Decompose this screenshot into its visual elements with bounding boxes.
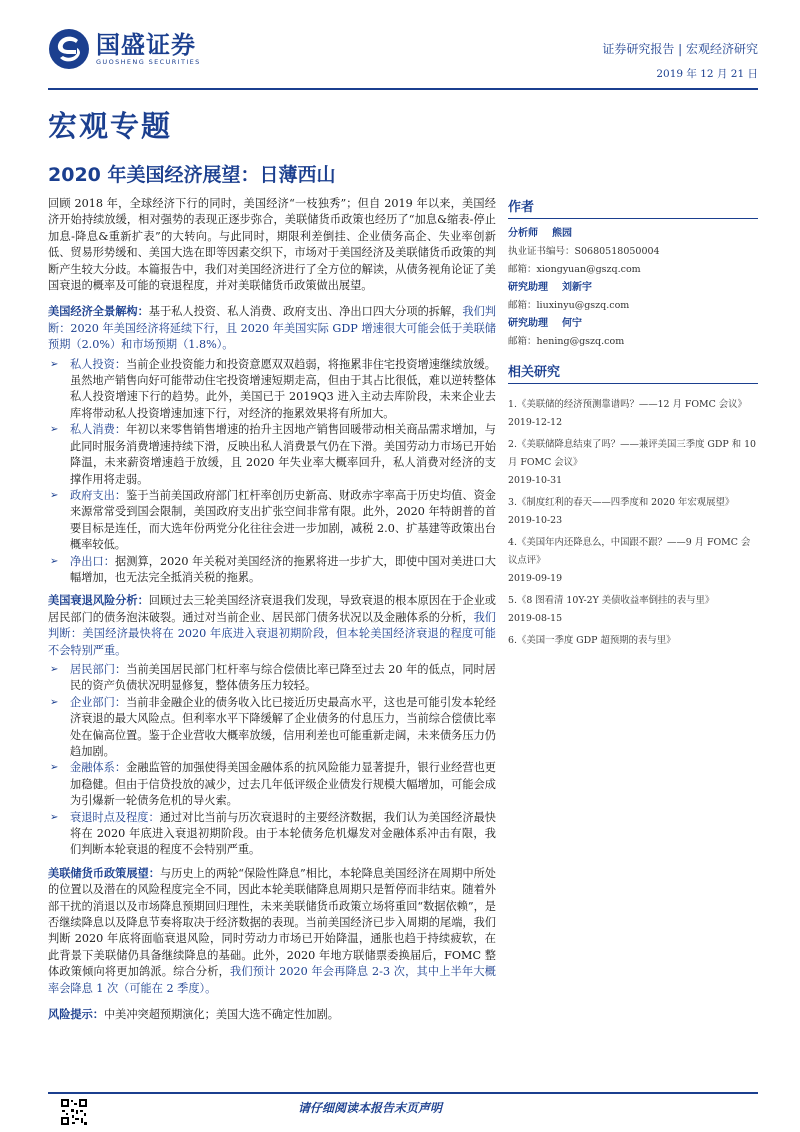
authors-heading: 作者 <box>508 196 758 219</box>
logo-english-name: GUOSHENG SECURITIES <box>96 58 201 66</box>
section-title: 宏观专题 <box>48 109 173 143</box>
author-block <box>508 315 758 351</box>
bullet-title: 净出口： <box>70 554 116 568</box>
author-email[interactable]: 邮箱：xiongyuan@gszq.com <box>508 264 641 275</box>
sec2-bullet <box>48 662 496 695</box>
author-email[interactable]: 邮箱：hening@gszq.com <box>508 336 625 347</box>
author-block <box>508 279 758 315</box>
sec3-text: 与历史上的两轮“保险性降息”相比，本轮降息美国经济在周期中所处的位置以及潜在的风险程度完全不同，因此本轮美联储降息周期只是暂停而非结束。随着外部干扰的消退以及市场降息预期回归理性，未来美联储货币政策立场将重回“数据依赖”，是否继续降息以及降息节奏将取决于经济数据的表现。当前美国经济已步入周期的尾端，我们判断 2020 年底将面临衰退风险，同时劳动力市场已开始降温，通胀也趋于持续疲软，在此背景下美联储仍具备继续降息的基础。此外，2020 年地方联储票委换届后，FOMC 整体政策倾向将更加鸽派。综合分析， <box>48 866 496 979</box>
bullet-text: 当前非金融企业的债务收入比已接近历史最高水平，这也是可能引发本轮经济衰退的最大风险点。但利率水平下降缓解了企业债务的付息压力，当前综合偿债比率处在偏高位置。鉴于企业营收大概率放缓，信用利差也可能重新走阔，未来债务压力仍趋加剧。 <box>70 695 496 758</box>
related-research-date: 2019-10-23 <box>508 515 563 526</box>
related-research-title[interactable]: 4.《美国年内还降息么，中国跟不跟？——9 月 FOMC 会议点评》 <box>508 537 751 566</box>
related-research-title[interactable]: 1.《美联储的经济预测靠谱吗？——12 月 FOMC 会议》 <box>508 399 747 410</box>
bullet-text: 鉴于当前美国政府部门杠杆率创历史新高、财政赤字率高于历史均值、资金来源常常受到国会限制，美国政府支出扩张空间非常有限。此外，2020 年特朗普的首要目标是连任，而大选年份两党分化往往会进一步加剧，减税 2.0、扩基建等政策出台概率较低。 <box>70 488 496 552</box>
bullet-arrow-icon: ➢ <box>50 696 59 708</box>
logo-chinese-name: 国盛证券 <box>96 31 196 59</box>
bullet-title: 私人投资： <box>70 357 127 371</box>
sec1-bullet <box>48 554 496 587</box>
related-research-date: 2019-10-31 <box>508 475 563 486</box>
sec2-paragraph <box>48 592 496 659</box>
guosheng-logo-icon <box>48 28 90 70</box>
qr-code-icon <box>60 1098 88 1126</box>
sec2-bullet <box>48 810 496 859</box>
risk-label: 风险提示： <box>48 1007 104 1022</box>
author-name: 刘新宇 <box>562 282 592 293</box>
bullet-text: 通过对比当前与历次衰退时的主要经济数据，我们认为美国经济最快将在 2020 年底进入衰退初期阶段。由于本轮债务危机爆发对金融体系冲击有限，我们判断本轮衰退的程度不会特别严重。 <box>70 810 496 857</box>
sec1-paragraph <box>48 303 496 353</box>
bullet-title: 金融体系： <box>70 761 127 775</box>
related-research-date: 2019-09-19 <box>508 573 563 584</box>
bullet-text: 年初以来零售销售增速的抬升主因地产销售回暖带动相关商品需求增加，与此同时服务消费增速持续下滑，反映出私人消费景气仍在下滑。美国劳动力市场已开始降温，未来薪资增速趋于放缓，且 2020 年失业率大概率回升，私人消费对经济的支撑作用将走弱。 <box>70 423 496 486</box>
author-name: 何宁 <box>562 318 582 329</box>
sec1-bullet <box>48 488 496 554</box>
risk-paragraph <box>48 1006 496 1023</box>
bullet-title: 企业部门： <box>70 695 127 709</box>
report-date: 2019 年 12 月 21 日 <box>656 68 758 80</box>
report-type: 证券研究报告 | 宏观经济研究 <box>602 42 758 56</box>
author-email[interactable]: 邮箱：liuxinyu@gszq.com <box>508 300 630 311</box>
intro-paragraph: 回顾 2018 年，全球经济下行的同时，美国经济“一枝独秀”；但自 2019 年以来，美国经济开始持续放缓，相对强势的表现正逐步弥合，美联储货币政策也经历了“加息&缩表-停止加息-降息&重新扩表”的大转向。与此同时，期限利差倒挂、企业债务高企、失业率创新低、贸易形势缓和、美国大选在即等因素交织下，市场对于美国经济及美联储货币政策的判断产生较大分歧。本篇报告中，我们对美国经济进行了全方位的解读，从债务视角论证了美国衰退的概率及可能的衰退程度，并对美联储货币政策做出展望。 <box>48 197 496 293</box>
bullet-arrow-icon: ➢ <box>50 358 59 370</box>
main-title: 2020 年美国经济展望：日薄西山 <box>48 164 336 186</box>
related-research-title[interactable]: 5.《8 图看清 10Y-2Y 美债收益率倒挂的表与里》 <box>508 595 715 606</box>
sec1-text: 基于私人投资、私人消费、政府支出、净出口四大分项的拆解， <box>148 305 463 319</box>
bullet-text: 当前企业投资能力和投资意愿双双趋弱，将拖累非住宅投资增速继续放缓。虽然地产销售向好可能带动住宅投资增速短期走高，但由于其占比很低，难以逆转整体私人投资增速下行的趋势。此外，美国已于 2019Q3 进入主动去库阶段，未来企业去库将带动私人投资增速加速下行，对经济的拖累效果将有所加大。 <box>70 357 496 420</box>
author-role: 分析师 <box>508 228 538 239</box>
sec2-text: 回顾过去三轮美国经济衰退我们发现，导致衰退的根本原因在于企业或居民部门的债务泡沫破裂。通过对当前企业、居民部门债务状况以及金融体系的分析， <box>48 594 496 624</box>
sec3-label: 美联储货币政策展望： <box>48 865 160 880</box>
footer-disclaimer-note: 请仔细阅读本报告末页声明 <box>298 1101 443 1115</box>
sec3-judgement: 我们预计 2020 年会再降息 2-3 次，其中上半年大概率会降息 1 次（可能在 2 季度）。 <box>48 965 496 995</box>
main-content <box>48 196 496 1027</box>
bullet-title: 政府支出： <box>70 488 127 502</box>
author-name: 熊园 <box>552 228 572 239</box>
related-research-list <box>508 396 758 650</box>
sec1-judgement: 我们判断：2020 年美国经济将延续下行，且 2020 年美国实际 GDP 增速很大可能会低于美联储预期（2.0%）和市场预期（1.8%）。 <box>48 305 496 352</box>
related-research-title[interactable]: 6.《美国一季度 GDP 超预期的表与里》 <box>508 635 676 646</box>
sec2-bullet <box>48 695 496 761</box>
related-research-date: 2019-12-12 <box>508 417 563 428</box>
author-role: 研究助理 <box>508 318 548 329</box>
risk-text: 中美冲突超预期演化；美国大选不确定性加剧。 <box>103 1008 339 1022</box>
sec1-label: 美国经济全景解构： <box>48 304 149 319</box>
bullet-arrow-icon: ➢ <box>50 663 59 675</box>
bullet-text: 金融监管的加强使得美国金融体系的抗风险能力显著提升，银行业经营也更加稳健。但由于信贷投放的减少，过去几年低评级企业债发行规模大幅增加，可能会成为引爆新一轮债务危机的导火索。 <box>70 761 496 808</box>
related-research-heading: 相关研究 <box>508 361 758 384</box>
bullet-title: 衰退时点及程度： <box>70 810 160 824</box>
sec2-judgement: 我们判断：美国经济最快将在 2020 年底进入衰退初期阶段，但本轮美国经济衰退的程度可能不会特别严重。 <box>48 610 496 657</box>
page-header <box>48 28 758 84</box>
bullet-arrow-icon: ➢ <box>50 489 59 501</box>
header-divider <box>48 88 758 90</box>
related-research-date: 2019-08-15 <box>508 613 563 624</box>
bullet-text: 当前美国居民部门杠杆率与综合偿债比率已降至过去 20 年的低点，同时居民的资产负债状况明显修复，整体债务压力较轻。 <box>70 662 496 693</box>
sec3-paragraph <box>48 865 496 997</box>
bullet-title: 私人消费： <box>70 423 127 437</box>
bullet-arrow-icon: ➢ <box>50 555 59 567</box>
author-cert: 执业证书编号：S0680518050004 <box>508 246 660 257</box>
guosheng-logo <box>48 28 201 70</box>
author-role: 研究助理 <box>508 282 548 293</box>
bullet-arrow-icon: ➢ <box>50 762 59 774</box>
bullet-title: 居民部门： <box>70 662 127 676</box>
sidebar <box>508 196 758 650</box>
related-research-title[interactable]: 2.《美联储降息结束了吗？——兼评美国三季度 GDP 和 10 月 FOMC 会议》 <box>508 439 757 468</box>
footer-divider <box>48 1092 758 1094</box>
bullet-arrow-icon: ➢ <box>50 424 59 436</box>
author-block <box>508 225 758 279</box>
bullet-arrow-icon: ➢ <box>50 811 59 823</box>
related-research-title[interactable]: 3.《制度红利的春天——四季度和 2020 年宏观展望》 <box>508 497 735 508</box>
sec1-bullet <box>48 422 496 488</box>
bullet-text: 据测算，2020 年关税对美国经济的拖累将进一步扩大，即使中国对美进口大幅增加，也无法完全抵消关税的拖累。 <box>70 554 496 584</box>
sec2-label: 美国衰退风险分析： <box>48 593 149 608</box>
sec2-bullet <box>48 760 496 809</box>
sec1-bullet <box>48 357 496 423</box>
